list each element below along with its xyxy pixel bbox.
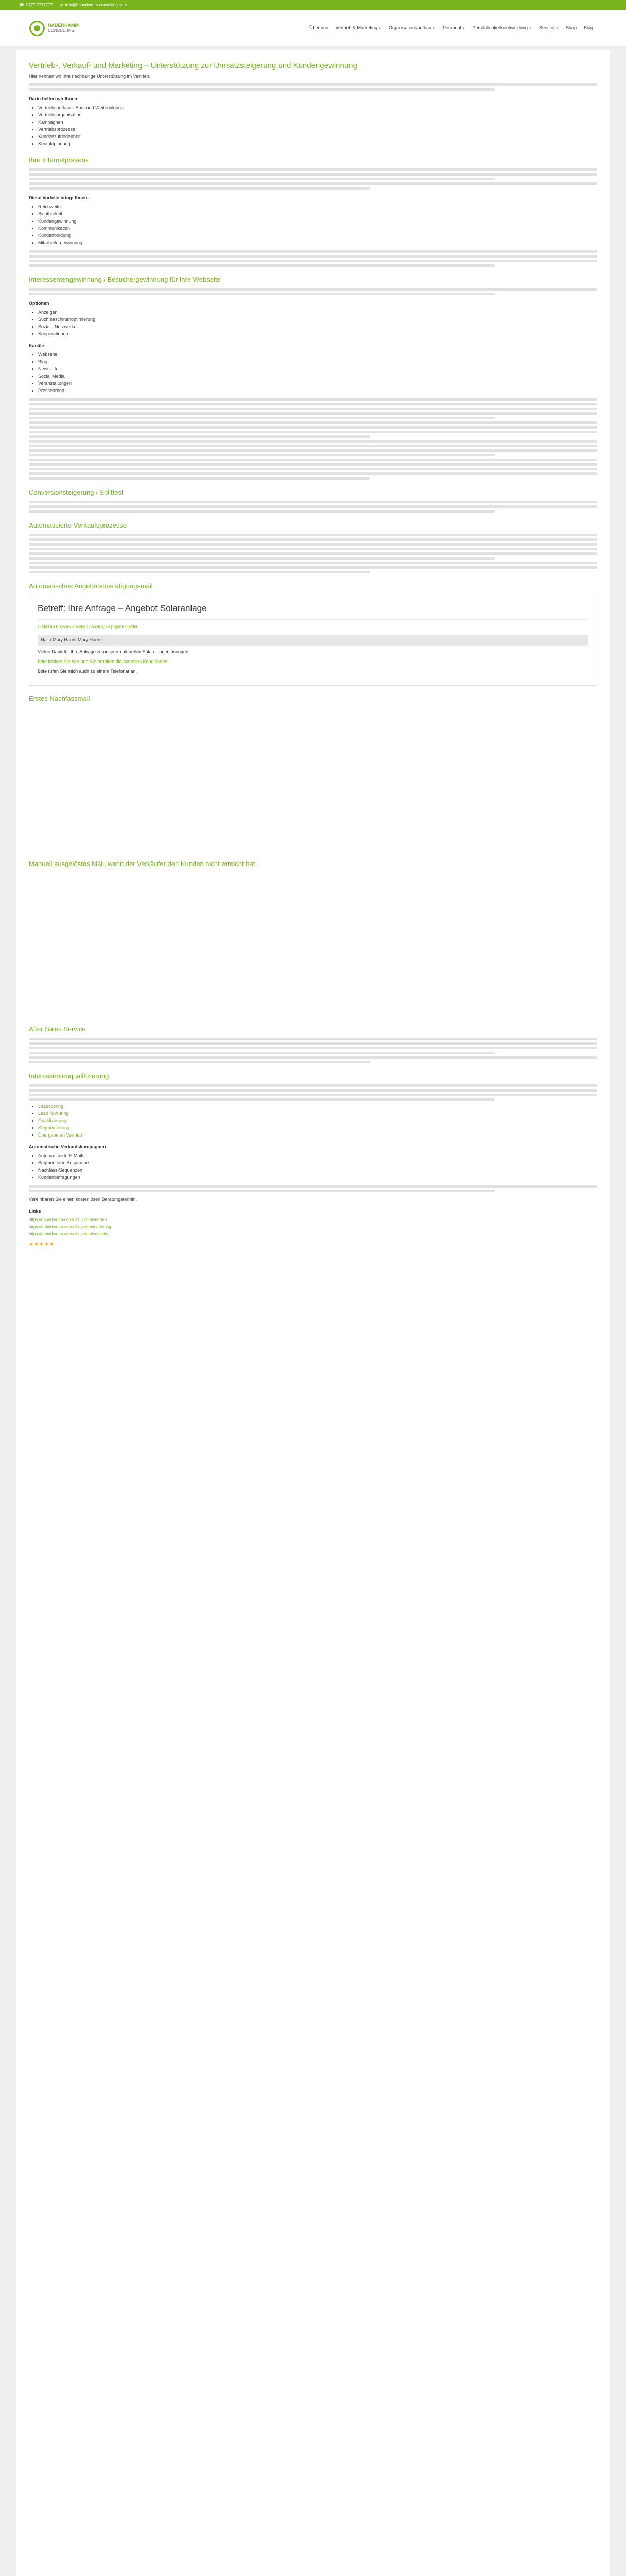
list-item: • Kampagnen [38,119,597,126]
text-line [29,468,597,470]
section-heading-verkauf: Automatisierte Verkaufsprozesse [29,521,127,530]
feature-list [38,204,597,246]
page-title: Vertrieb-, Verkauf- und Marketing – Unterstützung zur Umsatzsteigerung und Kundengewinnung [29,61,357,70]
link-list [29,1217,597,1237]
text-line [29,440,597,443]
section-heading-traffic: Interessentengewinnung / Besuchergewinnung für Ihre Webseite [29,276,221,284]
channels-list [38,351,597,394]
text-line [29,566,597,569]
text-line [29,562,597,564]
automation-list [38,1153,597,1181]
list-heading: Diese Vorteile bringt Ihnen: [29,195,89,200]
text-line [29,552,597,555]
list-item: • Mitarbeitergewinnung [38,240,597,246]
list-item: • Vertriebsaufbau – Aus- und Weiterbildung [38,105,597,111]
text-line [29,534,597,536]
text-line [29,260,597,262]
email-preview [29,595,597,686]
list-item: • Veranstaltungen [38,380,597,387]
site-logo[interactable]: HABERKAMM CONSULTING [29,21,79,36]
text-line [29,182,597,185]
nav-item-shop[interactable]: Shop [565,25,577,30]
list-item: • Sichtbarkeit [38,211,597,217]
list-item: • Webseite [38,351,597,358]
mail-icon: ✉ [60,3,63,8]
email-greeting: Hallo Mary Harris Mary Harris! [38,635,588,646]
service-list [38,105,597,147]
text-line [29,463,597,466]
list-item: • Soziale Netzwerke [38,324,597,330]
section-heading-manuell: Manuell ausgelöstes Mail, wenn der Verkäufer den Kunden nicht erreicht hat: [29,860,257,868]
site-header [0,10,626,46]
text-line [29,1185,597,1188]
chevron-down-icon: ▼ [462,27,465,30]
text-line [29,1047,597,1049]
image-placeholder [29,872,597,944]
nav-item-persoenlichkeit[interactable]: Persönlichkeitsentwicklung ▼ [472,25,532,30]
list-item: • Newsletter [38,366,597,372]
text-line [29,459,597,461]
external-link[interactable]: https://haberkamm-consulting.com/coaching [29,1231,110,1236]
text-line [29,449,597,452]
email-line: Bitte rufen Sie mich auch zu einem Telefonat an. [38,669,137,674]
email-cta-link[interactable]: Bitte klicken Sie hier und Sie erhalten die aktuellen Konditionen! [38,659,169,665]
rating-stars[interactable]: ★★★★★ [29,1242,55,1248]
list-heading: Automatische Verkaufskampagnen [29,1144,106,1150]
text-line [29,403,597,405]
lead-list [38,1103,597,1139]
list-heading: Darin helfen wir Ihnen: [29,96,79,101]
image-placeholder [29,944,597,1016]
text-line [29,1190,495,1192]
phone-icon: ☎ [19,3,24,8]
text-line [29,1056,597,1059]
list-item: • Kooperationen [38,331,597,337]
text-line [29,505,597,508]
logo-mark-icon [29,21,45,36]
text-line [29,510,495,513]
text-line [29,543,597,546]
nav-item-personal[interactable]: Personal ▼ [442,25,465,30]
phone-item[interactable]: ☎ 0777 7777777 [19,3,53,8]
nav-item-service[interactable]: Service ▼ [538,25,559,30]
text-line [29,88,495,91]
contact-note: Vereinbaren Sie einen kostenlosen Beratungstermin. [29,1197,137,1202]
text-line [29,417,495,419]
text-line [29,173,597,176]
text-line [29,178,495,180]
list-item: • Segmentierung [38,1125,597,1131]
list-item: • Pressearbeit [38,387,597,394]
text-line [29,557,495,560]
nav-item-ueber-uns[interactable]: Über uns [309,25,328,30]
nav-item-organisation[interactable]: Organisationsaufbau ▼ [388,25,436,30]
text-line [29,1038,597,1040]
section-heading-conversion: Conversionsteigerung / Splittest [29,488,124,497]
intro-text: Hier nennen wir Ihre nachhaltige Unterstützung im Vertrieb. [29,73,151,79]
text-line [29,421,597,424]
list-item: • Blog [38,359,597,365]
email-browser-link[interactable]: E-Mail im Browser ansehen | Austragen | Spam melden [38,624,139,629]
list-heading: Optionen [29,300,49,306]
text-line [29,1098,495,1101]
main-content [16,50,610,2576]
text-line [29,168,597,171]
list-item: • Automatisierte E-Mails [38,1153,597,1159]
list-item: • Segmentierte Ansprache [38,1160,597,1166]
text-line [29,1042,597,1045]
text-line [29,426,597,429]
text-line [29,412,597,415]
text-line [29,1084,597,1087]
section-heading-lead: Interessentenqualifizierung [29,1072,109,1080]
text-line [29,1061,370,1063]
text-line [29,408,597,410]
text-line [29,431,597,433]
text-line [29,435,370,438]
text-line [29,83,597,86]
top-contact-bar [0,0,626,10]
email-item[interactable]: ✉ info@haberkamm-consulting.com [60,3,127,8]
chevron-down-icon: ▼ [432,27,436,30]
image-placeholder [29,707,597,779]
list-item: • Kontaktplanung [38,141,597,147]
text-line [29,1089,597,1092]
chevron-down-icon: ▼ [529,27,532,30]
list-item: • Vertriebsprozesse [38,126,597,133]
section-heading-nachfass: Erstes Nachfassmail [29,694,90,703]
list-heading: Kanäle [29,343,44,349]
text-line [29,398,597,401]
chevron-down-icon: ▼ [555,27,559,30]
text-line [29,477,370,480]
text-line [29,548,597,550]
list-item: • Kundenzufriedenheit [38,133,597,140]
text-line [29,1052,495,1054]
section-heading-aftersales: After Sales Service [29,1025,86,1033]
list-item: • Suchmaschinenoptimierung [38,316,597,323]
list-item: • Lead Nurturing [38,1110,597,1117]
text-line [29,250,597,253]
list-item: • Anzeigen [38,309,597,316]
list-item: • Social Media [38,373,597,380]
text-line [29,187,370,190]
text-line [29,445,597,447]
text-line [29,255,597,258]
text-line [29,288,597,291]
image-placeholder [29,779,597,851]
main-nav [309,25,593,31]
nav-item-vertrieb[interactable]: Vertrieb & Marketing ▼ [335,25,381,30]
list-item: • Kundengewinnung [38,218,597,225]
text-line [29,264,495,267]
text-line [29,501,597,503]
email-subject: Betreff: Ihre Anfrage – Angebot Solaranlage [38,602,588,620]
list-item: • Vertriebsorganisation [38,112,597,118]
list-item: • Nachfass-Sequenzen [38,1167,597,1174]
email-line: Vielen Dank für Ihre Anfrage zu unserem aktuellen Solaranlagenlösungen. [38,649,190,655]
list-item: • Übergabe an Vertrieb [38,1132,597,1139]
list-item: • Qualifizierung [38,1117,597,1124]
list-item: • Reichweite [38,204,597,210]
list-item: • Kommunikation [38,225,597,232]
list-item: • Kundenbindung [38,232,597,239]
section-heading-internetpraesenz: Ihre Internetpräsenz [29,156,89,164]
text-line [29,293,495,295]
text-line [29,571,370,573]
list-item: • Kundenbefragungen [38,1174,597,1181]
text-line [29,538,597,541]
options-list [38,309,597,337]
text-line [29,472,597,475]
nav-item-blog[interactable]: Blog [583,25,593,30]
chevron-down-icon: ▼ [378,27,381,30]
text-line [29,1094,597,1096]
links-heading: Links [29,1209,41,1214]
external-link[interactable]: https://haberkamm-consulting.com/vertrieb [29,1217,107,1223]
external-link[interactable]: https://haberkamm-consulting.com/marketing [29,1224,111,1229]
section-heading-angebotsmail: Automatisches Angebotsbestätigungsmail [29,582,153,590]
list-item: • Leadscoring [38,1103,597,1110]
text-line [29,454,495,456]
